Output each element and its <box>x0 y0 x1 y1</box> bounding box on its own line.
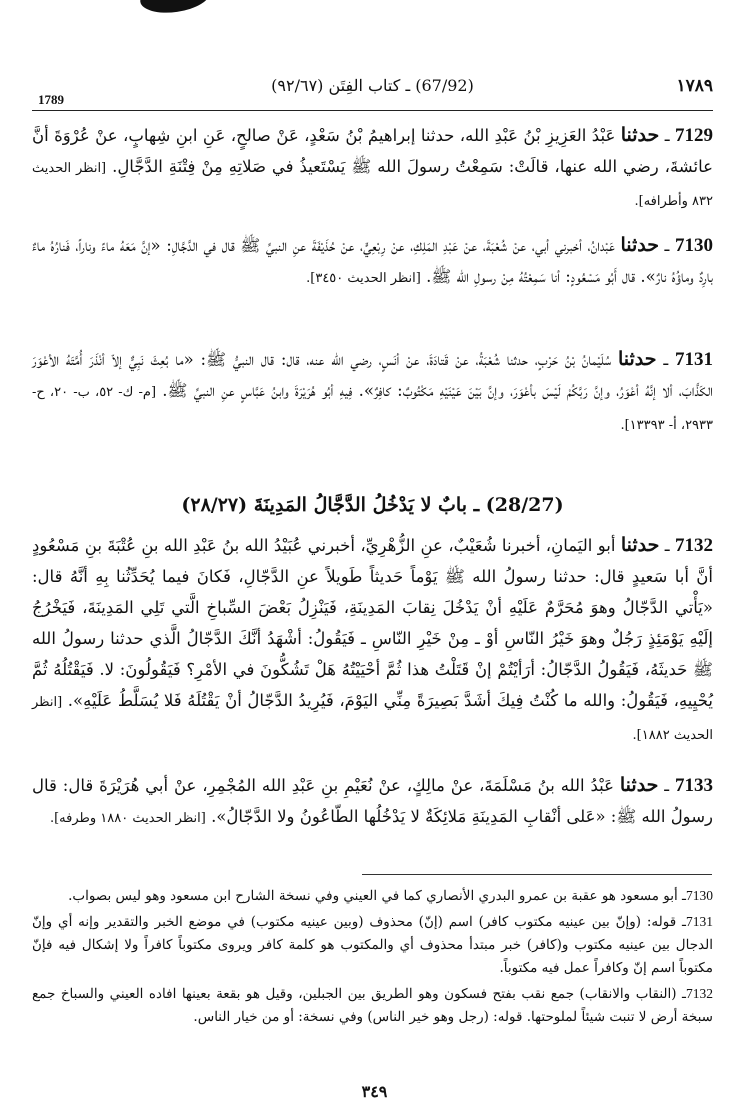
hadith-text: عَبْدانُ، أخبرني أبي، عنْ شُعْبَةَ، عنْ عَبْدِ المَلِكِ، عنْ رِبْعِيٍّ، عنْ حُذَيْفَةَ عنِ النبيِّ ﷺ قال في الدَّجَّالِ: «إنَّ مَعَهُ ماءً وناراً، فَنارُهُ ماءٌ بارِدٌ وماؤُهُ نارٌ». قال أَبُو مَسْعُودٍ: أنا سَمِعْتُهُ مِنْ رسولِ الله ﷺ. <box>32 236 713 286</box>
hadith-reference: [انظر الحديث ١٨٨٠ وطرفه]. <box>49 811 206 826</box>
hadith-7130: 7130 ـ حدثنا عَبْدانُ، أخبرني أبي، عنْ شُعْبَةَ، عنْ عَبْدِ المَلِكِ، عنْ رِبْعِيٍّ، عنْ حُذَيْفَةَ عنِ النبيِّ ﷺ قال في الدَّجَّالِ: «إنَّ مَعَهُ ماءً وناراً، فَنارُهُ ماءٌ بارِدٌ وماؤُهُ نارٌ». قال أَبُو مَسْعُودٍ: أنا سَمِعْتُهُ مِنْ رسولِ الله ﷺ. [انظر الحديث ٣٤٥٠]. <box>32 234 713 286</box>
hadith-number: 7130 <box>675 235 713 256</box>
scan-smudge <box>138 0 211 17</box>
footnote-number: 7132 <box>686 986 713 1001</box>
hadith-reference: [انظر الحديث ٣٤٥٠]. <box>306 271 421 286</box>
hadith-opening: حدثنا <box>618 348 657 370</box>
chapter-heading: (28/27) ـ بابٌ لا يَدْخُلُ الدَّجَّالُ المَدِينَةَ (٢٨/٢٧) <box>181 494 564 516</box>
hadith-opening: حدثنا <box>620 234 659 256</box>
footnote-text: ـ قوله: (وإنّ بين عينيه مكتوب كافر) اسم (إنّ) محذوف (وبين عينيه مكتوب) في موضع الخبر والتقدير وإنه أي وإنّ الدجال بين عينيه مكتوب و(كافر) خبر مبتدأ محذوف أي والمكتوب هو كلمة كافر ويروى مكتوباً كافراً ولا إشكال فيه فإنّ مكتوباً اسم إنّ وكافراً عمل فيه مكتوباً. <box>32 914 713 976</box>
footnote <box>32 884 713 908</box>
hadith-7133: 7133 ـ حدثنا عَبْدُ الله بنُ مَسْلَمَةَ، عنْ مالِكٍ، عنْ نُعَيْمِ بنِ عَبْدِ الله المُجْمِرِ، عنْ أبي هُرَيْرَةَ قال: قال رسولُ الله ﷺ: «عَلى أنْقابِ المَدِينَةِ مَلائِكَةٌ لا يَدْخُلُها الطّاعُونُ ولا الدَّجّالُ». [انظر الحديث ١٨٨٠ وطرفه]. <box>32 774 714 826</box>
footnote-number: 7131 <box>686 914 713 929</box>
hadith-reference: [انظر الحديث ٨٣٢ وأطرافه]. <box>32 161 713 209</box>
hadith-7132: 7132 ـ حدثنا أبو اليَمانِ، أخبرنا شُعَيْبٌ، عنِ الزُّهْرِيِّ، أخبرني عُبَيْدُ الله بنُ عَبْدِ الله بنِ عُتْبَةَ بنِ مَسْعُودٍ أنَّ أبا سَعيدٍ قال: حدثنا رسولُ الله ﷺ يَوْماً حَديثاً طَويلاً عنِ الدَّجّالِ، فَكانَ فيما يُحَدِّثُنا بِهِ أنَّهُ قال: «يَأْتي الدَّجّالُ وهوَ مُحَرَّمٌ عَلَيْهِ أنْ يَدْخُلَ نِقابَ المَدِينَةِ، فَيَنْزِلُ بَعْضَ السِّباخِ الَّتي تَلِي المَدِينَةَ، فَيَخْرُجُ إلَيْهِ يَوْمَئِذٍ رَجُلٌ وهوَ خَيْرُ النّاسِ أوْ ـ مِنْ خَيْرِ النّاسِ ـ فَيَقُولُ: أشْهَدُ أنَّكَ الدَّجّالُ الَّذي حدثنا رسولُ الله ﷺ حَديثَهُ، فَيَقُولُ الدَّجّالُ: أرَأيْتُمْ إنْ قَتَلْتُ هذا ثُمَّ أحْيَيْتُهُ هَلْ تَشُكُّونَ في الأمْرِ؟ فَيَقُولُونَ: لا. فَيَقْتُلُهُ ثُمَّ يُحْيِيهِ، فَيَقُولُ: والله ما كُنْتُ فِيكَ أشَدَّ بَصِيرَةً مِنِّي اليَوْمَ، فَيُرِيدُ الدَّجّالُ أنْ يَقْتُلَهُ فَلا يُسَلَّطُ عَلَيْهِ». [انظر الحديث ١٨٨٢]. <box>32 534 714 743</box>
hadith-text: عَبْدُ العَزِيزِ بْنُ عَبْدِ الله، حدثنا إبراهيمُ بْنُ سَعْدٍ، عَنْ صالحٍ، عَنِ ابنِ شِهابٍ، عنْ عُرْوَةَ أنَّ عائشةَ، رضي الله عنها، قالَتْ: سَمِعْتُ رسولَ الله ﷺ يَسْتَعيذُ في صَلاتِهِ مِنْ فِتْنَةِ الدَّجَّالِ. <box>32 126 713 176</box>
footnote <box>32 910 713 980</box>
hadith-text: أبو اليَمانِ، أخبرنا شُعَيْبٌ، عنِ الزُّهْرِيِّ، أخبرني عُبَيْدُ الله بنُ عَبْدِ الله بنِ عُتْبَةَ بنِ مَسْعُودٍ أنَّ أبا سَعيدٍ قال: حدثنا رسولُ الله ﷺ يَوْماً حَديثاً طَويلاً عنِ الدَّجّالِ، فَكانَ فيما يُحَدِّثُنا بِهِ أنَّهُ قال: «يَأْتي الدَّجّالُ وهوَ مُحَرَّمٌ عَلَيْهِ أنْ يَدْخُلَ نِقابَ المَدِينَةِ، فَيَنْزِلُ بَعْضَ السِّباخِ الَّتي تَلِي المَدِينَةَ، فَيَخْرُجُ إلَيْهِ يَوْمَئِذٍ رَجُلٌ وهوَ خَيْرُ النّاسِ أوْ ـ مِنْ خَيْرِ النّاسِ ـ فَيَقُولُ: أشْهَدُ أنَّكَ الدَّجّالُ الَّذي حدثنا رسولُ الله ﷺ حَديثَهُ، فَيَقُولُ الدَّجّالُ: أرَأيْتُمْ إنْ قَتَلْتُ هذا ثُمَّ أحْيَيْتُهُ هَلْ تَشُكُّونَ في الأمْرِ؟ فَيَقُولُونَ: لا. فَيَقْتُلُهُ ثُمَّ يُحْيِيهِ، فَيَقُولُ: والله ما كُنْتُ فِيكَ أشَدَّ بَصِيرَةً مِنِّي اليَوْمَ، فَيُرِيدُ الدَّجّالُ أنْ يَقْتُلَهُ فَلا يُسَلَّطُ عَلَيْهِ». <box>32 536 714 710</box>
hadith-opening: حدثنا <box>619 774 659 796</box>
page-header <box>32 74 713 116</box>
footnote-text: ـ (النقاب والانقاب) جمع نقب بفتح فسكون وهو الطريق بين الجبلين، وقيل هو بقعة بعينها افاده العيني والسباخ جمع سبخة أرض لا تنبت شيئاً لملوحتها. قوله: (رجل وهو خير الناس) وفي نسخة: أو من خيار الناس. <box>32 986 713 1025</box>
hadith-number: 7131 <box>675 349 713 370</box>
hadith-opening: حدثنا <box>620 534 660 556</box>
hadith-number: 7132 <box>675 535 714 556</box>
hadith-text: سُلَيْمانُ بْنُ حَرْبٍ، حدثنا شُعْبَةُ، عنْ قَتادَةَ، عنْ أنَسٍ، رضي الله عنه، قال: قال النبيُّ ﷺ: «ما بُعِثَ نَبِيٌّ إلاّ أنْذَرَ أُمَّتَهُ الأعْوَرَ الكَذَّابَ، ألا إنَّهُ أعْوَرُ، وإنَّ رَبَّكُمْ لَيْسَ بأعْوَرَ، وإنَّ بَيْنَ عَيْنَيْهِ مَكْتُوبٌ: كافِرٌ». فِيهِ أبُو هُرَيْرَةَ وابنُ عَبَّاسٍ عنِ النبيِّ ﷺ. <box>32 350 713 400</box>
running-title: (67/92) ـ كتاب الفِتَن (٩٢/٦٧) <box>271 76 474 95</box>
footer-page-number: ٣٤٩ <box>361 1082 388 1101</box>
hadith-number: 7129 <box>675 125 713 146</box>
hadith-reference: [م- ك- ٥٢، ب- ٢٠، ح- ٢٩٣٣، أ- ١٣٣٩٣]. <box>32 385 713 433</box>
hadith-7131: 7131 ـ حدثنا سُلَيْمانُ بْنُ حَرْبٍ، حدثنا شُعْبَةُ، عنْ قَتادَةَ، عنْ أنَسٍ، رضي الله عنه، قال: قال النبيُّ ﷺ: «ما بُعِثَ نَبِيٌّ إلاّ أنْذَرَ أُمَّتَهُ الأعْوَرَ الكَذَّابَ، ألا إنَّهُ أعْوَرُ، وإنَّ رَبَّكُمْ لَيْسَ بأعْوَرَ، وإنَّ بَيْنَ عَيْنَيْهِ مَكْتُوبٌ: كافِرٌ». فِيهِ أبُو هُرَيْرَةَ وابنُ عَبَّاسٍ عنِ النبيِّ ﷺ. [م- ك- ٥٢، ب- ٢٠، ح- ٢٩٣٣، أ- ١٣٣٩٣]. <box>32 348 713 433</box>
hadith-reference: [انظر الحديث ١٨٨٢]. <box>32 695 713 743</box>
hadith-opening: حدثنا <box>620 124 660 146</box>
page-number-latin: 1789 <box>38 92 64 107</box>
header-rule <box>32 110 713 111</box>
hadith-number: 7133 <box>675 775 714 796</box>
footnotes <box>32 884 713 1031</box>
footnote-number: 7130 <box>686 888 713 903</box>
footnote-text: ـ أبو مسعود هو عقبة بن عمرو البدري الأنصاري كما في العيني وفي نسخة الشارح ابن مسعود وهو ليس بصواب. <box>68 888 686 904</box>
hadith-text: عَبْدُ الله بنُ مَسْلَمَةَ، عنْ مالِكٍ، عنْ نُعَيْمِ بنِ عَبْدِ الله المُجْمِرِ، عنْ أبي هُرَيْرَةَ قال: قال رسولُ الله ﷺ: «عَلى أنْقابِ المَدِينَةِ مَلائِكَةٌ لا يَدْخُلُها الطّاعُونُ ولا الدَّجّالُ». <box>32 776 713 826</box>
footnote <box>32 982 713 1029</box>
footnote-rule <box>362 874 712 875</box>
page-number-arabic: ١٧٨٩ <box>676 76 713 96</box>
hadith-7129: 7129 ـ حدثنا عَبْدُ العَزِيزِ بْنُ عَبْدِ الله، حدثنا إبراهيمُ بْنُ سَعْدٍ، عَنْ صالحٍ، عَنِ ابنِ شِهابٍ، عنْ عُرْوَةَ أنَّ عائشةَ، رضي الله عنها، قالَتْ: سَمِعْتُ رسولَ الله ﷺ يَسْتَعيذُ في صَلاتِهِ مِنْ فِتْنَةِ الدَّجَّالِ. [انظر الحديث ٨٣٢ وأطرافه]. <box>32 124 713 209</box>
